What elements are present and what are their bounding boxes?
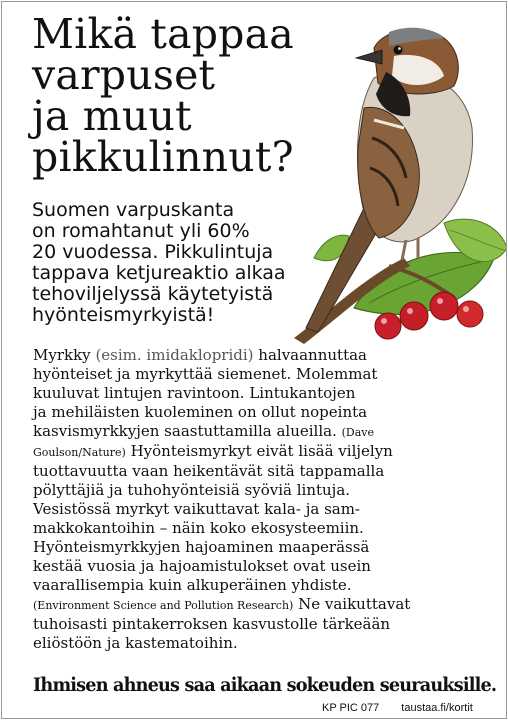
- body-line: hyönteiset ja myrkyttää siemenet. Molemmat: [33, 365, 378, 383]
- body-line: Vesistössä myrkyt vaikuttavat kala- ja sam-: [33, 500, 360, 518]
- lead-line: 20 vuodessa. Pikkulintuja: [32, 241, 274, 263]
- title-line: varpuset: [32, 51, 216, 99]
- page-title: [32, 10, 332, 181]
- body-text: [33, 346, 503, 653]
- citation-text: (Environment Science and Pollution Research): [33, 599, 294, 612]
- body-line: vaarallisempia kuin alkuperäinen yhdiste.: [33, 576, 352, 594]
- body-line: tuottavuutta vaan heikentävät sitä tappamalla: [33, 462, 385, 480]
- body-text-segment: Ne vaikuttavat: [293, 595, 411, 613]
- credits: [322, 702, 473, 715]
- lead-line: tappava ketjureaktio alkaa: [32, 262, 286, 284]
- citation-text: (Dave: [341, 426, 375, 439]
- body-line: ja mehiläisten kuoleminen on ollut nopeinta: [33, 403, 368, 421]
- body-line: kestää vuosia ja hajoamistulokset ovat usein: [33, 557, 371, 575]
- body-line: kuuluvat lintujen ravintoon. Lintukantojen: [33, 384, 356, 402]
- closing-statement: Ihmisen ahneus saa aikaan sokeuden seurauksille.: [33, 674, 497, 696]
- card-code: KP PIC 077: [322, 702, 380, 714]
- site-link[interactable]: taustaa.fi/kortit: [401, 702, 473, 714]
- body-text-segment: halvaannuttaa: [253, 346, 367, 364]
- body-line: Hyönteismyrkkyjen hajoaminen maaperässä: [33, 538, 370, 556]
- body-line: [33, 595, 503, 615]
- body-line: makkokantoihin – näin koko ekosysteemiin.: [33, 519, 364, 537]
- body-line: [33, 422, 503, 442]
- lead-paragraph: [32, 200, 322, 326]
- lead-line: hyönteismyrkyistä!: [32, 304, 215, 326]
- title-line: pikkulinnut?: [32, 133, 294, 181]
- body-line: eliöstöön ja kastematoihin.: [33, 634, 238, 652]
- body-line: [33, 442, 503, 462]
- poster-card: [1, 1, 507, 719]
- sparrow-illustration: [294, 8, 507, 348]
- title-line: ja muut: [32, 92, 192, 140]
- body-text-segment: Hyönteismyrkyt eivät lisää viljelyn: [125, 442, 393, 460]
- lead-line: Suomen varpuskanta: [32, 199, 235, 221]
- title-line: Mikä tappaa: [32, 10, 294, 58]
- lead-line: tehoviljelyssä käytetyistä: [32, 283, 274, 305]
- body-line: tuhoisasti pintakerroksen kasvustolle tärkeään: [33, 615, 391, 633]
- citation-text: Goulson/Nature): [33, 446, 126, 459]
- body-text-segment: Myrkky: [33, 346, 96, 364]
- body-text-segment: kasvismyrkkyjen saastuttamilla alueilla.: [33, 422, 342, 440]
- body-line: [33, 346, 503, 365]
- lead-line: on romahtanut yli 60%: [32, 220, 250, 242]
- body-line: pölyttäjiä ja tuhohyönteisiä syöviä lintuja.: [33, 481, 351, 499]
- reference-text: (esim. imidaklopridi): [95, 346, 254, 364]
